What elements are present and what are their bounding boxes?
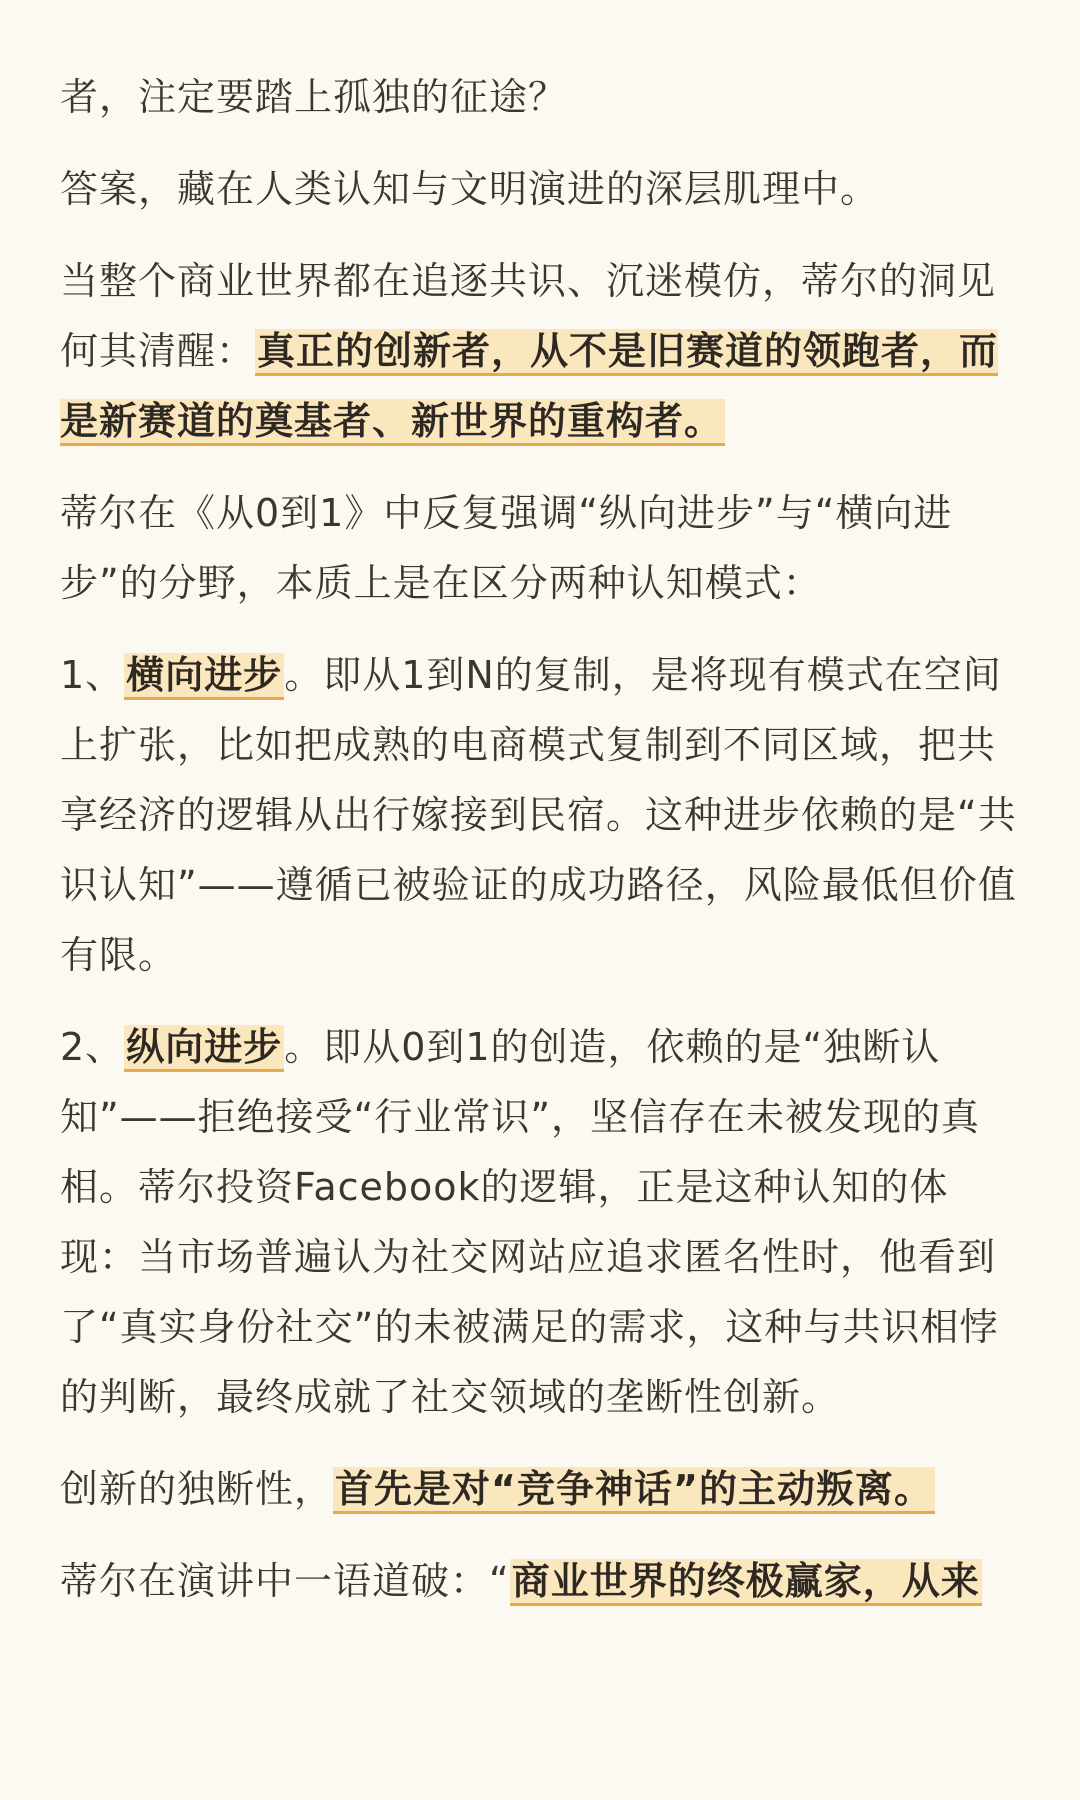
highlighted-quote: 真正的创新者，从不是旧赛道的领跑者，而是新赛道的奠基者、新世界的重构者。 — [60, 329, 998, 446]
highlighted-term: 纵向进步 — [124, 1025, 284, 1072]
paragraph — [60, 1012, 1020, 1432]
article-body — [60, 62, 1020, 1638]
paragraph — [60, 640, 1020, 990]
text-segment: 创新的独断性， — [60, 1467, 334, 1511]
list-number: 2、 — [60, 1025, 125, 1069]
text-segment: 答案，藏在人类认知与文明演进的深层肌理中。 — [60, 167, 880, 211]
paragraph — [60, 1546, 1020, 1616]
text-segment: 。即从0到1的创造，依赖的是“独断认知”——拒绝接受“行业常识”，坚信存在未被发现的真相。蒂尔投资Facebook的逻辑，正是这种认知的体现：当市场普遍认为社交网站应追求匿名性时，他看到了“真实身份社交”的未被满足的需求，这种与共识相悖的判断，最终成就了社交领域的垄断性创新。 — [60, 1025, 999, 1419]
text-segment: 蒂尔在演讲中一语道破：“ — [60, 1559, 510, 1603]
text-segment: 蒂尔在《从0到1》中反复强调“纵向进步”与“横向进步”的分野，本质上是在区分两种认知模式： — [60, 491, 953, 605]
text-segment: 。即从1到N的复制，是将现有模式在空间上扩张，比如把成熟的电商模式复制到不同区域，把共享经济的逻辑从出行嫁接到民宿。这种进步依赖的是“共识认知”——遵循已被验证的成功路径，风险最低但价值有限。 — [60, 653, 1017, 977]
paragraph — [60, 1454, 1020, 1524]
highlighted-term: 横向进步 — [124, 653, 284, 700]
highlighted-quote: 商业世界的终极赢家，从来 — [510, 1559, 982, 1606]
highlighted-quote: 首先是对“竞争神话”的主动叛离。 — [333, 1467, 935, 1514]
paragraph — [60, 246, 1020, 456]
paragraph — [60, 154, 1020, 224]
paragraph — [60, 478, 1020, 618]
text-segment: 者，注定要踏上孤独的征途？ — [60, 75, 568, 119]
paragraph — [60, 62, 1020, 132]
text-segment: 当整个商业世界都在追逐共识、沉迷模仿，蒂尔的洞见何其清醒： — [60, 259, 997, 373]
list-number: 1、 — [60, 653, 125, 697]
